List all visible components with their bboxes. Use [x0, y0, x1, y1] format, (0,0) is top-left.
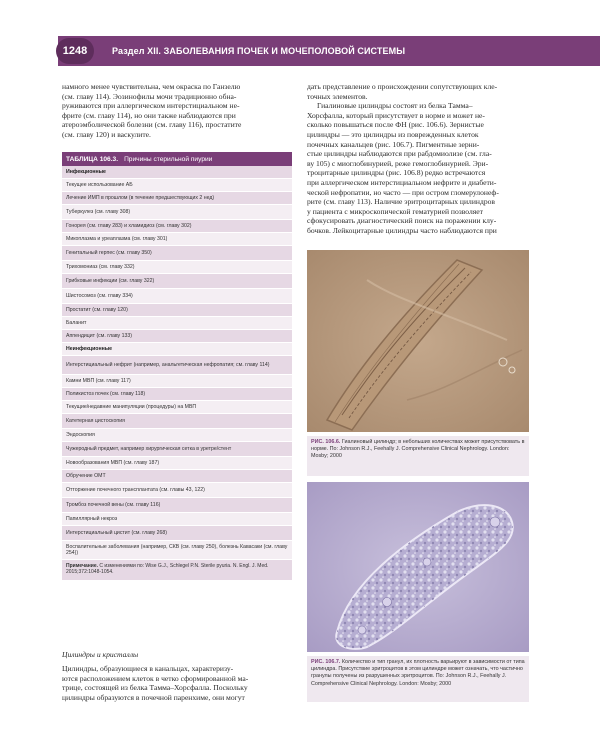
right-line: Хорсфалла, который присутствует в норме и может не-	[307, 110, 485, 120]
table-note-label: Примечание.	[66, 563, 99, 569]
figure-granular-cast-image	[307, 482, 529, 652]
table-row: Интерстициальный цистит (см. главу 268)	[62, 526, 292, 541]
bottom-line: ются расположением клеток в четко сформированной ма-	[62, 673, 249, 683]
bottom-line: Цилиндры, образующиеся в канальцах, характеризу-	[62, 664, 234, 673]
table-label: ТАБЛИЦА 106.3.	[66, 155, 119, 163]
table-row: Папиллярный некроз	[62, 513, 292, 526]
left-intro	[62, 82, 292, 140]
right-line: ву 105) с миоглобинурией, реже гемоглобинурией. Эри-	[307, 158, 489, 168]
table-row: Эндоскопия	[62, 429, 292, 442]
intro-line: руживаются при аллергическом интерстициальном не-	[62, 101, 240, 111]
table-row: Простатит (см. главу 120)	[62, 304, 292, 317]
table-row: Лечение ИМП в прошлом (в течение предшествующих 2 нед)	[62, 192, 292, 205]
intro-line: намного менее чувствительна, чем окраска по Ганзелю	[62, 82, 241, 91]
figure-caption-text: Гиалиновый цилиндр; в небольших количествах может присутствовать в норме. По: Johnson R.J., Feehally J. Comprehensive Clinical Nephrology. London: Mosby; 2000	[311, 439, 525, 460]
table-row: Аппендицит (см. главу 133)	[62, 330, 292, 343]
figure-label: РИС. 106.7.	[311, 659, 341, 665]
right-line: ческой нефропатии, но часто — при остром гломерулонеф-	[307, 187, 499, 197]
table-sterile-pyuria	[62, 152, 292, 580]
figure-label: РИС. 106.6.	[311, 439, 341, 445]
table-row: Микоплазма и уреаплазма (см. главу 301)	[62, 233, 292, 246]
bottom-line: трице, состоящей из белка Тамма–Хорсфалла. Поскольку	[62, 683, 248, 693]
right-line: Гиалиновые цилиндры состоят из белка Тамма–	[317, 101, 473, 111]
table-rows	[62, 166, 292, 560]
table-row: Катетерная цистоскопия	[62, 414, 292, 429]
right-line: бочков. Лейкоцитарные цилиндры часто наблюдаются при	[307, 225, 497, 235]
table-row: Туберкулез (см. главу 308)	[62, 205, 292, 220]
right-line: дать представление о происхождении сопутствующих кле-	[307, 82, 498, 91]
intro-line: атероэмболической болезни (см. главу 116), простатите	[62, 120, 242, 130]
table-row: Гонорея (см. главу 283) и хламидиоз (см. главу 302)	[62, 220, 292, 233]
intro-line: фрите (см. главу 114), но они также наблюдаются при	[62, 110, 236, 120]
bottom-line: цилиндры образуются в почечной паренхиме, они могут	[62, 692, 245, 702]
table-row: Новообразования МВП (см. главу 187)	[62, 457, 292, 470]
right-line: точных элементов.	[307, 91, 368, 101]
right-text	[307, 82, 529, 236]
table-row: Обручение ОМТ	[62, 470, 292, 483]
figure-hyaline-cast-image	[307, 250, 529, 432]
table-row: Генитальный герпес (см. главу 350)	[62, 246, 292, 261]
intro-line: (см. главу 114). Эозинофилы мочи традиционно обна-	[62, 91, 237, 101]
bottom-paragraph	[62, 664, 292, 702]
page-number: 1248	[56, 38, 94, 64]
intro-line: (см. главу 120) и васкулите.	[62, 129, 151, 139]
figure-granular-caption	[307, 656, 529, 702]
right-line: при аллергическом интерстициальном нефрите и диабети-	[307, 177, 497, 187]
right-line: сколько повышаться после ФН (рис. 106.6). Зернистые	[307, 120, 484, 130]
table-row: Текущее использование АБ	[62, 179, 292, 192]
right-line: стые цилиндры наблюдаются при рабдомиолизе (см. гла-	[307, 149, 492, 159]
table-row: Отторжение почечного трансплантата (см. главы 43, 122)	[62, 483, 292, 498]
table-subheading: Неинфекционные	[62, 343, 292, 356]
table-row: Поликистоз почек (см. главу 118)	[62, 388, 292, 401]
table-title: Причины стерильной пиурии	[124, 155, 213, 163]
right-line: сфокусировать диагностический поиск на поражении клу-	[307, 216, 497, 226]
subheading-casts: Цилиндры и кристаллы	[62, 650, 139, 659]
table-row: Тромбоз почечной вены (см. главу 116)	[62, 498, 292, 513]
table-row: Баланит	[62, 317, 292, 330]
table-row: Текущие/недавние манипуляции (процедуры) на МВП	[62, 401, 292, 414]
table-row: Грибковые инфекции (см. главу 322)	[62, 274, 292, 289]
table-subheading: Инфекционные	[62, 166, 292, 179]
figure-caption-text: Количество и тип гранул, их плотность варьируют в зависимости от типа цилиндра. Присутствие эритроцитов в этом цилиндре может означать, что частично гранулы получены из разрушенных эритроцитов. По: Johnson R.J., Feehally J. Comprehensive Clinical Nephrology. London: Mosby; 2000	[311, 659, 525, 687]
right-line: у пациента с микроскопической гематурией позволяет	[307, 206, 483, 216]
figure-hyaline-caption	[307, 436, 529, 476]
table-note-text: С изменениями по: Wise G.J., Schlegel P.N. Sterile pyuria. N. Engl. J. Med. 2015;372:1048-1054.	[66, 563, 269, 576]
right-line: цилиндры — это цилиндры из поврежденных клеток	[307, 129, 479, 139]
table-row: Шистосомоз (см. главу 334)	[62, 289, 292, 304]
table-row: Чужеродный предмет, например хирургическая сетка в уретре/стент	[62, 442, 292, 457]
right-line: троцитарные цилиндры (рис. 106.8) редко встречаются	[307, 168, 486, 178]
right-line: рите (см. главу 113). Наличие эритроцитарных цилиндров	[307, 197, 496, 207]
table-note	[62, 560, 292, 580]
right-line: почечных канальцев (рис. 106.7). Пигментные зерни-	[307, 139, 480, 149]
table-header	[62, 152, 292, 166]
table-row: Воспалительные заболевания (например, СКВ (см. главу 250), болезнь Кавасаки (см. главу 254))	[62, 541, 292, 560]
table-row: Интерстициальный нефрит (например, анальгетическая нефропатия; см. главу 114)	[62, 356, 292, 375]
table-row: Камни МВП (см. главу 117)	[62, 375, 292, 388]
section-title: Раздел XII. ЗАБОЛЕВАНИЯ ПОЧЕК И МОЧЕПОЛОВОЙ СИСТЕМЫ	[112, 46, 406, 56]
table-row: Трихомониаз (см. главу 332)	[62, 261, 292, 274]
